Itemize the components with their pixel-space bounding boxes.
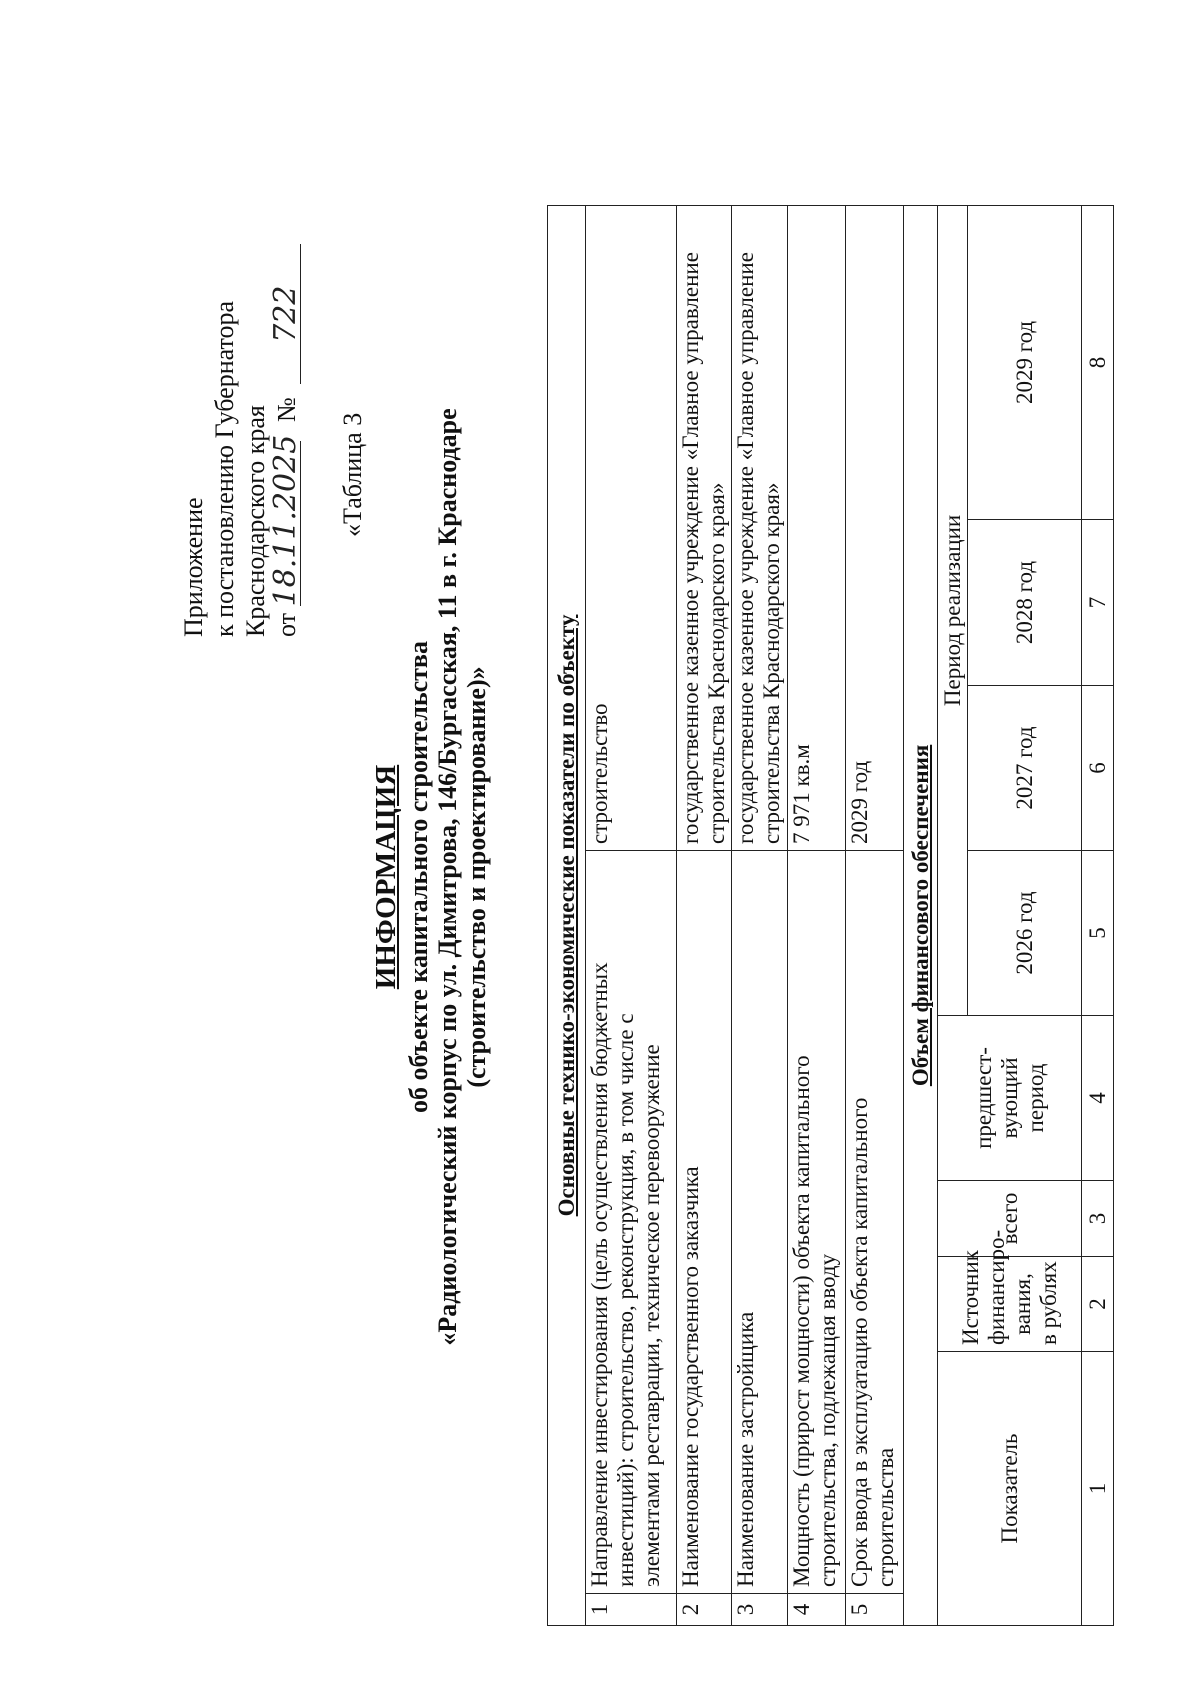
header-source-line: Источник <box>957 1250 983 1345</box>
finance-section-title: Объем финансового обеспечения <box>904 205 938 1625</box>
appendix-block <box>178 244 302 637</box>
indicator-value-line: 7 971 кв.м <box>789 744 814 844</box>
object-type: (строительство и проектирование)» <box>462 666 491 1088</box>
indicator-value <box>846 205 904 850</box>
column-numbers-row <box>1082 205 1114 1625</box>
table-row <box>732 205 788 1625</box>
column-number: 2 <box>1082 1257 1114 1352</box>
indicator-value-line: 2029 год <box>847 760 872 844</box>
indicator-value-line: государственное казенное учреждение «Главное управление <box>733 252 758 844</box>
header-period: Период реализации <box>938 205 968 1015</box>
date-prefix: от <box>272 612 301 637</box>
number-label: № <box>272 397 301 422</box>
indicator-name-line: строительства, подлежащая вводу <box>815 1253 840 1587</box>
header-year: 2027 год <box>968 686 1082 851</box>
document-subtitle: об объекте капитального строительства <box>404 641 433 1113</box>
indicator-value-line: строительства Краснодарского края» <box>704 482 729 844</box>
indicator-name <box>788 851 846 1594</box>
indicator-name-line: Срок ввода в эксплуатацию объекта капитального <box>847 1097 872 1587</box>
indicators-section-row <box>548 205 586 1625</box>
header-source-line: в рублях <box>1035 1261 1061 1345</box>
header-previous-line: период <box>1022 1063 1048 1133</box>
handwritten-date: 18.11.2025 <box>268 434 303 607</box>
column-number: 3 <box>1082 1181 1114 1257</box>
column-number: 5 <box>1082 851 1114 1016</box>
handwritten-number: 722 <box>272 244 301 384</box>
table-row <box>677 205 732 1625</box>
indicator-value-line: строительство <box>587 703 612 844</box>
indicator-name <box>586 851 677 1594</box>
row-number: 5 <box>846 1594 904 1626</box>
document-title: ИНФОРМАЦИЯ <box>370 764 402 990</box>
indicator-name-line: Направление инвестирования (цель осуществления бюджетных <box>587 962 612 1587</box>
indicator-value <box>788 205 846 850</box>
indicator-name-line: Мощность (прирост мощности) объекта капитального <box>789 1055 814 1587</box>
header-indicator: Показатель <box>938 1352 1082 1626</box>
appendix-line-2: к постановлению Губернатора <box>210 300 239 637</box>
document-heading <box>368 237 491 1517</box>
table-row <box>846 205 904 1625</box>
indicator-value <box>677 205 732 850</box>
finance-section-row <box>904 205 938 1625</box>
indicator-value <box>732 205 788 850</box>
table-row <box>586 205 677 1625</box>
header-source-line: вания, <box>1009 1273 1035 1335</box>
row-number: 4 <box>788 1594 846 1626</box>
indicator-name-line: Наименование застройщика <box>733 1311 758 1587</box>
indicator-name <box>677 851 732 1594</box>
header-year: 2026 год <box>968 851 1082 1016</box>
indicator-name-line: элементами реставрации, техническое перевооружение <box>639 1044 664 1587</box>
header-year: 2029 год <box>968 205 1082 519</box>
indicator-name <box>846 851 904 1594</box>
column-number: 7 <box>1082 520 1114 686</box>
row-number: 3 <box>732 1594 788 1626</box>
table-label: «Таблица 3 <box>338 412 367 537</box>
column-number: 8 <box>1082 205 1114 519</box>
appendix-date-line <box>268 244 303 637</box>
header-year: 2028 год <box>968 520 1082 686</box>
object-name: «Радиологический корпус по ул. Димитрова, 146/Бургасская, 11 в г. Краснодаре <box>433 408 462 1346</box>
indicator-value <box>586 205 677 850</box>
row-number: 1 <box>586 1594 677 1626</box>
indicator-value-line: строительства Краснодарского края» <box>759 482 784 844</box>
column-number: 1 <box>1082 1352 1114 1626</box>
row-number: 2 <box>677 1594 732 1626</box>
indicator-name-line: Наименование государственного заказчика <box>678 1166 703 1587</box>
finance-header-row <box>938 205 968 1625</box>
indicator-name-line: строительства <box>873 1447 898 1587</box>
column-number: 4 <box>1082 1016 1114 1181</box>
header-previous-line: предшест- <box>970 1047 996 1149</box>
object-info-table <box>547 205 1114 1626</box>
indicators-section-title: Основные технико-экономические показатели по объекту <box>548 205 586 1625</box>
column-number: 6 <box>1082 686 1114 851</box>
header-source-line: финансиро- <box>983 1229 1009 1345</box>
header-source <box>938 1229 1082 1352</box>
indicator-name-line: инвестиций): строительство, реконструкция, в том числе с <box>613 1013 638 1587</box>
header-total: всего <box>938 1181 1082 1257</box>
appendix-line-1: Приложение <box>179 497 208 637</box>
indicator-name <box>732 851 788 1594</box>
header-previous-period <box>938 1016 1082 1181</box>
appendix-line-3: Краснодарского края <box>241 405 270 637</box>
header-previous-line: вующий <box>996 1057 1022 1139</box>
indicator-value-line: государственное казенное учреждение «Главное управление <box>678 252 703 844</box>
table-row <box>788 205 846 1625</box>
